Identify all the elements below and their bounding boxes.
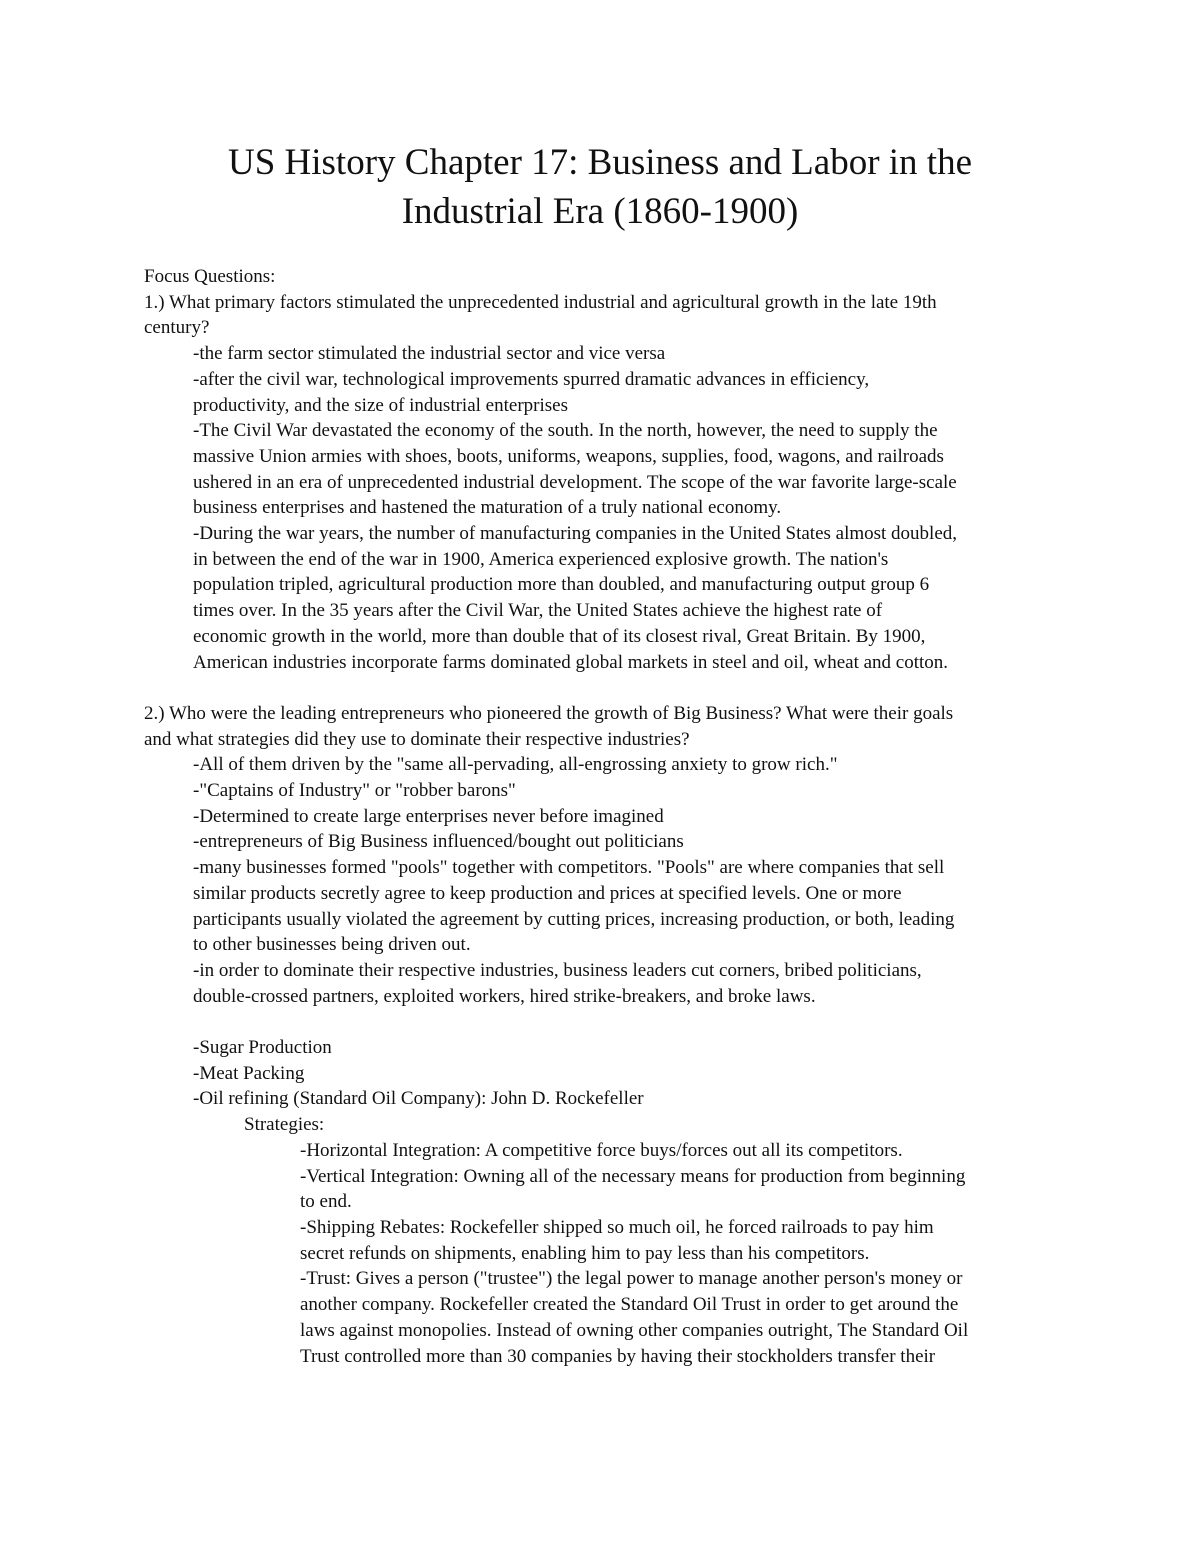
answer-line: -"Captains of Industry" or "robber barons" (193, 780, 516, 802)
paragraph-gap (144, 675, 1064, 701)
document-body (144, 264, 1064, 1369)
answer-line: in between the end of the war in 1900, America experienced explosive growth. The nation's (193, 548, 889, 570)
answer-line: -in order to dominate their respective industries, business leaders cut corners, bribed politicians, (193, 959, 922, 981)
answer-line: -entrepreneurs of Big Business influenced/bought out politicians (193, 831, 684, 853)
answer-line: -Determined to create large enterprises never before imagined (193, 805, 664, 827)
industry-item: -Oil refining (Standard Oil Company): John D. Rockefeller (193, 1088, 644, 1110)
document-title (0, 138, 1200, 236)
strategy-line: -Horizontal Integration: A competitive force buys/forces out all its competitors. (300, 1139, 903, 1161)
strategy-line: Trust controlled more than 30 companies by having their stockholders transfer their (300, 1345, 936, 1367)
answer-line: -many businesses formed "pools" together with competitors. "Pools" are where companies that sell (193, 857, 945, 879)
industry-item: -Meat Packing (193, 1062, 305, 1084)
strategy-line: -Vertical Integration: Owning all of the necessary means for production from beginning (300, 1165, 966, 1187)
question-1: century? (144, 317, 210, 339)
strategy-line: laws against monopolies. Instead of owning other companies outright, The Standard Oil (300, 1319, 969, 1341)
answer-line: -During the war years, the number of manufacturing companies in the United States almost doubled, (193, 523, 958, 545)
answer-line: massive Union armies with shoes, boots, uniforms, weapons, supplies, food, wagons, and railroads (193, 445, 944, 467)
answer-line: times over. In the 35 years after the Civil War, the United States achieve the highest rate of (193, 600, 883, 622)
strategy-line: -Trust: Gives a person ("trustee") the legal power to manage another person's money or (300, 1268, 963, 1290)
strategy-line: to end. (300, 1191, 352, 1213)
answer-line: -after the civil war, technological improvements spurred dramatic advances in efficiency, (193, 368, 870, 390)
answer-line: business enterprises and hastened the maturation of a truly national economy. (193, 497, 782, 519)
strategy-line: another company. Rockefeller created the Standard Oil Trust in order to get around the (300, 1294, 959, 1316)
answer-line: productivity, and the size of industrial enterprises (193, 394, 568, 416)
answer-line: -the farm sector stimulated the industrial sector and vice versa (193, 343, 666, 365)
answer-line: economic growth in the world, more than double that of its closest rival, Great Britain. By 1900, (193, 625, 926, 647)
answer-line: double-crossed partners, exploited workers, hired strike-breakers, and broke laws. (193, 985, 816, 1007)
strategy-line: secret refunds on shipments, enabling him to pay less than his competitors. (300, 1242, 870, 1264)
answer-line: ushered in an era of unprecedented industrial development. The scope of the war favorite large-scale (193, 471, 957, 493)
strategy-line: -Shipping Rebates: Rockefeller shipped so much oil, he forced railroads to pay him (300, 1216, 934, 1238)
question-1: 1.) What primary factors stimulated the unprecedented industrial and agricultural growth in the late 19th (144, 291, 937, 313)
question-2: and what strategies did they use to dominate their respective industries? (144, 728, 690, 750)
answer-line: similar products secretly agree to keep production and prices at specified levels. One or more (193, 882, 902, 904)
industry-item: -Sugar Production (193, 1037, 332, 1059)
answer-line: population tripled, agricultural production more than doubled, and manufacturing output group 6 (193, 574, 930, 596)
answer-line: to other businesses being driven out. (193, 934, 471, 956)
question-2: 2.) Who were the leading entrepreneurs who pioneered the growth of Big Business? What were their goals (144, 702, 954, 724)
answer-line: American industries incorporate farms dominated global markets in steel and oil, wheat and cotton. (193, 651, 949, 673)
title-line: Industrial Era (1860-1900) (401, 191, 799, 232)
answer-line: -All of them driven by the "same all-pervading, all-engrossing anxiety to grow rich." (193, 754, 838, 776)
paragraph-gap (144, 1009, 1064, 1035)
answer-line: participants usually violated the agreement by cutting prices, increasing production, or both, leading (193, 908, 955, 930)
title-line: US History Chapter 17: Business and Labor in the (227, 142, 973, 183)
strategies-label: Strategies: (244, 1114, 325, 1136)
answer-line: -The Civil War devastated the economy of the south. In the north, however, the need to supply the (193, 420, 938, 442)
focus-questions-label: Focus Questions: (144, 266, 276, 287)
